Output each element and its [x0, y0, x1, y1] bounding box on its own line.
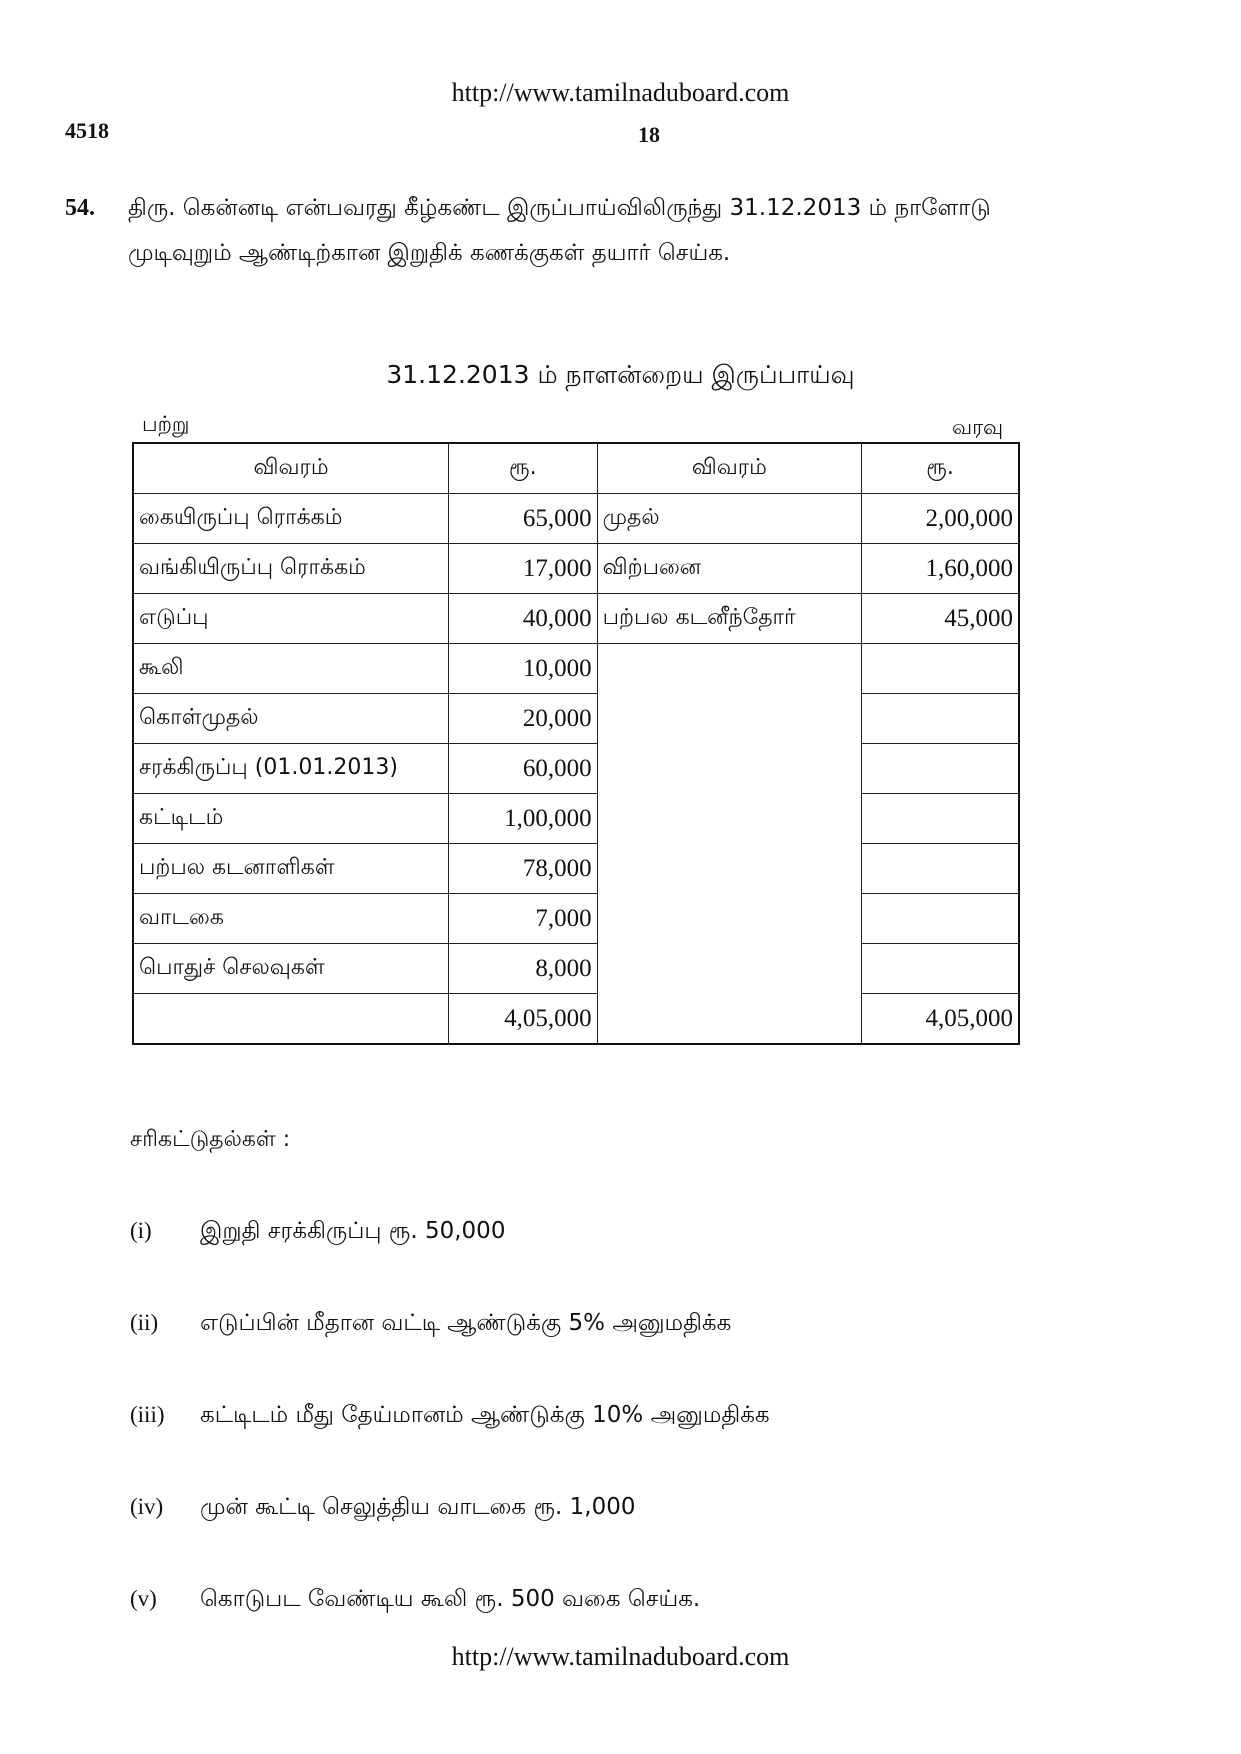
- blank-credit-amount: [862, 644, 1019, 694]
- debit-amount-cell: 17,000: [449, 544, 598, 594]
- debit-amount-cell: 8,000: [449, 944, 598, 994]
- table-row: [133, 644, 1019, 694]
- debit-amount-cell: 78,000: [449, 844, 598, 894]
- blank-credit-amount: [862, 894, 1019, 944]
- credit-amount-cell: 2,00,000: [862, 494, 1019, 544]
- adjustment-number: (ii): [130, 1310, 159, 1335]
- debit-amount-cell: 40,000: [449, 594, 598, 644]
- debit-amount-cell: 1,00,000: [449, 794, 598, 844]
- source-url-bottom: http://www.tamilnaduboard.com: [451, 1642, 790, 1671]
- debit-label-cell: பற்பல கடனாளிகள்: [133, 844, 449, 894]
- debit-label-cell: கையிருப்பு ரொக்கம்: [133, 494, 449, 544]
- question-text-line-1: திரு. கென்னடி என்பவரது கீழ்கண்ட இருப்பாய்விலிருந்து 31.12.2013 ம் நாளோடு: [128, 195, 991, 221]
- blank-credit-desc: [597, 994, 861, 1045]
- adjustment-text: முன் கூட்டி செலுத்திய வாடகை ரூ. 1,000: [200, 1494, 636, 1520]
- table-row: [133, 794, 1019, 844]
- table-row: [133, 544, 1019, 594]
- blank-credit-desc: [597, 894, 861, 944]
- table-row: [133, 744, 1019, 794]
- debit-amount-cell: 20,000: [449, 694, 598, 744]
- table-row: [133, 894, 1019, 944]
- debit-label-cell: கொள்முதல்: [133, 694, 449, 744]
- debit-amount-cell: 65,000: [449, 494, 598, 544]
- blank-credit-desc: [597, 794, 861, 844]
- table-row: [133, 594, 1019, 644]
- debit-amount-cell: 10,000: [449, 644, 598, 694]
- blank-credit-desc: [597, 644, 861, 694]
- blank-credit-amount: [862, 844, 1019, 894]
- debit-amount-cell: 7,000: [449, 894, 598, 944]
- trial-balance-table: [132, 442, 1020, 1045]
- adjustment-text: இறுதி சரக்கிருப்பு ரூ. 50,000: [200, 1218, 506, 1244]
- blank-credit-desc: [597, 694, 861, 744]
- adjustment-number: (i): [130, 1218, 152, 1243]
- table-row: [133, 494, 1019, 544]
- debit-label-cell: வங்கியிருப்பு ரொக்கம்: [133, 544, 449, 594]
- blank-credit-amount: [862, 794, 1019, 844]
- blank-credit-desc: [597, 744, 861, 794]
- blank-credit-amount: [862, 744, 1019, 794]
- adjustment-text: கட்டிடம் மீது தேய்மானம் ஆண்டுக்கு 10% அனுமதிக்க: [200, 1402, 770, 1428]
- blank-credit-desc: [597, 944, 861, 994]
- header-desc-left: விவரம்: [133, 443, 449, 494]
- blank-credit-amount: [862, 944, 1019, 994]
- header-amount-right: ரூ.: [862, 443, 1019, 494]
- adjustment-number: (iv): [130, 1494, 164, 1519]
- debit-label-cell: கூலி: [133, 644, 449, 694]
- total-label-blank: [133, 994, 449, 1045]
- table-row: [133, 844, 1019, 894]
- adjustment-text: கொடுபட வேண்டிய கூலி ரூ. 500 வகை செய்க.: [200, 1586, 701, 1612]
- blank-credit-amount: [862, 694, 1019, 744]
- credit-total: 4,05,000: [862, 994, 1019, 1045]
- credit-label: வரவு: [952, 415, 1004, 439]
- adjustment-number: (v): [130, 1586, 157, 1611]
- adjustment-number: (iii): [130, 1402, 165, 1427]
- debit-label-cell: கட்டிடம்: [133, 794, 449, 844]
- credit-label-cell: பற்பல கடனீந்தோர்: [597, 594, 861, 644]
- paper-code: 4518: [65, 118, 109, 143]
- page-number: 18: [638, 122, 660, 147]
- adjustments-heading: சரிகட்டுதல்கள் :: [130, 1127, 291, 1152]
- table-row: [133, 944, 1019, 994]
- debit-label: பற்று: [142, 412, 190, 436]
- credit-label-cell: முதல்: [597, 494, 861, 544]
- debit-label-cell: சரக்கிருப்பு (01.01.2013): [133, 744, 449, 794]
- credit-amount-cell: 45,000: [862, 594, 1019, 644]
- credit-label-cell: விற்பனை: [597, 544, 861, 594]
- trial-balance-title: 31.12.2013 ம் நாளன்றைய இருப்பாய்வு: [386, 360, 855, 389]
- adjustment-text: எடுப்பின் மீதான வட்டி ஆண்டுக்கு 5% அனுமதிக்க: [200, 1310, 732, 1336]
- totals-row: [133, 994, 1019, 1045]
- debit-label-cell: எடுப்பு: [133, 594, 449, 644]
- credit-amount-cell: 1,60,000: [862, 544, 1019, 594]
- table-row: [133, 694, 1019, 744]
- header-desc-right: விவரம்: [597, 443, 861, 494]
- debit-amount-cell: 60,000: [449, 744, 598, 794]
- source-url-top: http://www.tamilnaduboard.com: [451, 78, 790, 107]
- question-text-line-2: முடிவுறும் ஆண்டிற்கான இறுதிக் கணக்குகள் தயார் செய்க.: [128, 240, 731, 266]
- debit-total: 4,05,000: [449, 994, 598, 1045]
- debit-label-cell: பொதுச் செலவுகள்: [133, 944, 449, 994]
- header-amount-left: ரூ.: [449, 443, 598, 494]
- debit-label-cell: வாடகை: [133, 894, 449, 944]
- blank-credit-desc: [597, 844, 861, 894]
- question-number: 54.: [65, 195, 95, 221]
- table-header-row: [133, 443, 1019, 494]
